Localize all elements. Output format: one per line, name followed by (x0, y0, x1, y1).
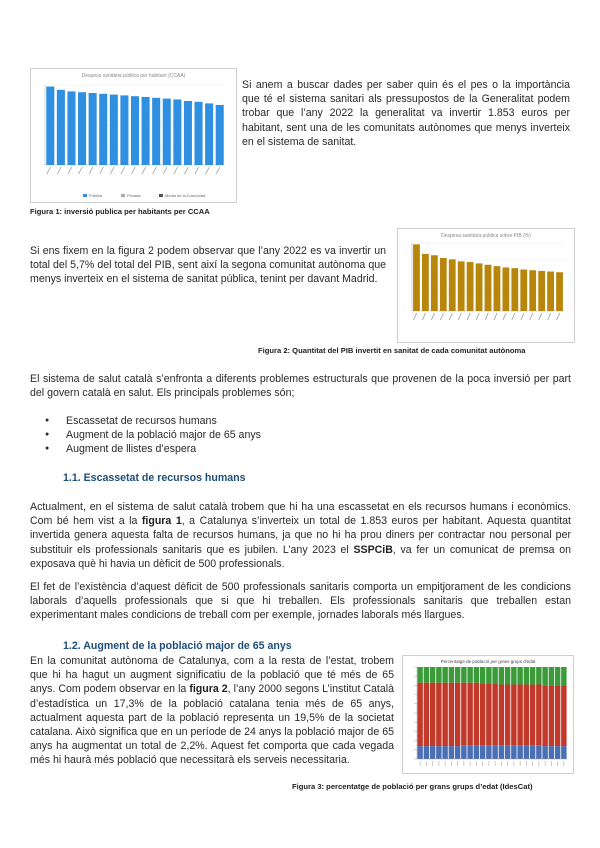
bar (152, 98, 160, 165)
stacked-bar-segment (517, 667, 522, 684)
stacked-bar-segment (492, 745, 497, 759)
x-tick-label (68, 167, 72, 174)
stacked-bar-segment (505, 667, 510, 684)
figure-3-svg (403, 656, 573, 773)
stacked-bar-segment (461, 683, 466, 746)
x-tick-label (548, 313, 551, 320)
text-span: , va fer un comunicat de premsa on exposava què hi havia un dèficit de 500 professionals. (30, 543, 571, 570)
x-tick-label (142, 167, 146, 174)
bar (67, 91, 75, 165)
text-span: Actualment, en el sistema de salut català trobem que hi ha una escassetat en els recursos humans i econòmics. Com bé hem vist a la (30, 501, 571, 528)
stacked-bar-segment (561, 685, 566, 746)
stacked-bar-segment (530, 745, 535, 759)
stacked-bar-segment (530, 667, 535, 684)
x-tick-label (163, 167, 167, 174)
stacked-bar-segment (430, 683, 435, 746)
stacked-bar-segment (424, 683, 429, 746)
x-tick-label (121, 167, 125, 174)
stacked-bar-segment (442, 667, 447, 683)
bar (46, 87, 54, 165)
stacked-bar-segment (517, 745, 522, 759)
bar (547, 272, 554, 311)
bar (458, 261, 465, 311)
figure-2-caption: Figura 2: Quantitat del PIB invertit en sanitat de cada comunitat autònoma (258, 346, 526, 355)
list-item: ● Augment de llistes d’espera (45, 442, 545, 456)
x-tick-label (521, 313, 524, 320)
stacked-bar-segment (517, 684, 522, 745)
paragraph-deficit: El fet de l’existència d’aquest dèficit de 500 professionals sanitaris comporta un empitjorament de les condicions laborals d’aquells professionals que si que hi treballen. Els professionals sanitaris que treballen estan experimentant males condicions de treball com per exemple, jornades laborals més llargues. (30, 581, 571, 622)
stacked-bar-segment (524, 667, 529, 684)
bar (511, 268, 518, 311)
paragraph-ageing (30, 654, 394, 768)
stacked-bar-segment (549, 685, 554, 746)
figure-ref: figura 1 (141, 515, 182, 528)
stacked-bar-segment (555, 685, 560, 746)
figure-ref: figura 2 (189, 683, 228, 696)
paragraph-problems: El sistema de salut català s’enfronta a diferents problemes estructurals que provenen de la poca inversió per part del govern català en salut. Els principals problemes són; (30, 373, 571, 400)
stacked-bar-segment (555, 746, 560, 759)
stacked-bar-segment (561, 746, 566, 759)
x-tick-label (476, 313, 479, 320)
legend-swatch (83, 194, 87, 197)
bar (163, 99, 171, 165)
stacked-bar-segment (430, 667, 435, 683)
stacked-bar-segment (536, 684, 541, 745)
stacked-bar-segment (424, 746, 429, 759)
x-tick-label (47, 167, 51, 174)
bar (131, 96, 139, 165)
stacked-bar-segment (561, 667, 566, 685)
x-tick-label (503, 313, 506, 320)
stacked-bar-segment (417, 746, 422, 759)
bar (529, 270, 536, 311)
bar (431, 255, 438, 311)
figure-1-svg (31, 69, 236, 202)
x-tick-label (206, 167, 210, 174)
bar (173, 99, 181, 165)
stacked-bar-segment (455, 746, 460, 759)
stacked-bar-segment (424, 667, 429, 683)
stacked-bar-segment (542, 746, 547, 759)
bar (57, 90, 65, 165)
x-tick-label (422, 313, 425, 320)
stacked-bar-segment (542, 667, 547, 685)
stacked-bar-segment (430, 746, 435, 759)
bar (120, 95, 128, 165)
chart-title: Percentatge de població per grans grups d'edat (440, 659, 536, 664)
chart-title: Despesa sanitària pública per habitant (CCAA) (81, 73, 186, 79)
bar (485, 265, 492, 311)
x-tick-label (539, 313, 542, 320)
x-tick-label (57, 167, 61, 174)
stacked-bar-segment (555, 667, 560, 685)
stacked-bar-segment (436, 746, 441, 759)
stacked-bar-segment (505, 684, 510, 745)
bar (99, 94, 107, 165)
bar (494, 266, 501, 311)
stacked-bar-segment (417, 667, 422, 683)
bar (110, 95, 118, 165)
stacked-bar-segment (536, 745, 541, 759)
x-tick-label (431, 313, 434, 320)
stacked-bar-segment (524, 745, 529, 759)
x-tick-label (174, 167, 178, 174)
stacked-bar-segment (511, 667, 516, 684)
stacked-bar-segment (474, 667, 479, 683)
problems-list (45, 414, 545, 457)
stacked-bar-segment (549, 746, 554, 759)
text-span: En la comunitat autònoma de Catalunya, com a la resta de l’estat, trobem que hi ha hagut un augment significatiu de la població que té més de 65 anys. Com podem observar en la (30, 655, 394, 696)
x-tick-label (557, 313, 560, 320)
bar (449, 259, 456, 311)
stacked-bar-segment (492, 684, 497, 746)
bar (556, 272, 563, 311)
stacked-bar-segment (486, 667, 491, 684)
bar (476, 263, 483, 311)
x-tick-label (458, 313, 461, 320)
stacked-bar-segment (492, 667, 497, 684)
x-tick-label (184, 167, 188, 174)
x-tick-label (153, 167, 157, 174)
stacked-bar-segment (467, 667, 472, 683)
legend-label: Privada (127, 193, 141, 198)
legend-label: Pública (89, 193, 103, 198)
chart-title: Despesa sanitària pública sobre PIB (%) (441, 233, 531, 239)
stacked-bar-segment (511, 745, 516, 759)
stacked-bar-segment (524, 684, 529, 745)
bar (422, 254, 429, 311)
bar (89, 93, 97, 165)
stacked-bar-segment (536, 667, 541, 684)
x-tick-label (89, 167, 93, 174)
stacked-bar-segment (474, 683, 479, 746)
paragraph-pib: Si ens fixem en la figura 2 podem observar que l’any 2022 es va invertir un total del 5,7% del total del PIB, sent així la segona comunitat autònoma que menys inverteix en el sistema de sanitat pública, tenint per davant Madrid. (30, 245, 386, 286)
stacked-bar-segment (549, 667, 554, 685)
section-heading-1-2: 1.2. Augment de la població major de 65 anys (63, 640, 292, 652)
stacked-bar-segment (455, 683, 460, 746)
stacked-bar-segment (480, 684, 485, 746)
bar (413, 244, 420, 311)
stacked-bar-segment (436, 683, 441, 746)
stacked-bar-segment (511, 684, 516, 745)
legend-swatch (159, 194, 163, 197)
x-tick-label (449, 313, 452, 320)
x-tick-label (467, 313, 470, 320)
x-tick-label (414, 313, 417, 320)
figure-3-caption: Figura 3: percentatge de població per grans grups d’edat (IdesCat) (292, 782, 533, 791)
stacked-bar-segment (486, 684, 491, 746)
x-tick-label (485, 313, 488, 320)
list-item: ● Augment de la població major de 65 anys (45, 428, 545, 442)
stacked-bar-segment (530, 684, 535, 745)
x-tick-label (512, 313, 515, 320)
figure-2-chart (397, 228, 575, 343)
bar (216, 105, 224, 165)
x-tick-label (216, 167, 220, 174)
bar (467, 262, 474, 311)
figure-1-caption: Figura 1: inversió publica per habitants per CCAA (30, 207, 210, 216)
stacked-bar-segment (480, 745, 485, 759)
legend-label: Media de la Comunitat (165, 193, 206, 198)
paragraph-human-resources (30, 500, 571, 571)
stacked-bar-segment (480, 667, 485, 684)
stacked-bar-segment (505, 745, 510, 759)
stacked-bar-segment (467, 683, 472, 746)
stacked-bar-segment (486, 745, 491, 759)
legend-swatch (121, 194, 125, 197)
list-item: ● Escassetat de recursos humans (45, 414, 545, 428)
section-heading-1-1: 1.1. Escassetat de recursos humans (63, 472, 246, 484)
bar (440, 258, 447, 311)
x-tick-label (440, 313, 443, 320)
bar (195, 102, 203, 165)
bar (205, 103, 213, 165)
bar (184, 101, 192, 165)
x-tick-label (195, 167, 199, 174)
stacked-bar-segment (499, 684, 504, 745)
stacked-bar-segment (499, 667, 504, 684)
stacked-bar-segment (461, 745, 466, 759)
text-span: , l’any 2000 segons L’institut Català d’estadística un 17,3% de la població catalana tenia més de 65 anys, actualment aquesta part de la població representa un 19,5% de la societat catalana. Això significa que en un període de 24 anys la població major de 65 anys ha augmentat un total de 2,2%. Aquest fet comporta que cada vegada més hi haurà més població que necessitarà els serveis necessitaria. (30, 683, 395, 767)
stacked-bar-segment (417, 683, 422, 746)
stacked-bar-segment (436, 667, 441, 683)
stacked-bar-segment (499, 745, 504, 759)
figure-3-chart (402, 655, 574, 774)
stacked-bar-segment (455, 667, 460, 683)
stacked-bar-segment (542, 685, 547, 746)
stacked-bar-segment (474, 745, 479, 759)
x-tick-label (100, 167, 104, 174)
bar (502, 267, 509, 311)
figure-1-chart (30, 68, 237, 203)
x-tick-label (110, 167, 114, 174)
x-tick-label (79, 167, 83, 174)
stacked-bar-segment (442, 746, 447, 759)
x-tick-label (132, 167, 136, 174)
stacked-bar-segment (449, 667, 454, 683)
stacked-bar-segment (467, 745, 472, 759)
paragraph-investment: Si anem a buscar dades per saber quin és el pes o la importància que té el sistema sanitari als pressupostos de la Generalitat podem trobar que l’any 2022 la generalitat va invertir 1.853 euros per habitant, sent una de les comunitats autònomes que menys inverteix en el sistema de sanitat. (242, 79, 570, 148)
bar (538, 271, 545, 311)
bar (520, 270, 527, 311)
x-tick-label (494, 313, 497, 320)
stacked-bar-segment (442, 683, 447, 746)
x-tick-label (530, 313, 533, 320)
text-span: , a Catalunya s’inverteix un total de 1.853 euros per habitant. Aquesta quantitat invertida genera aquesta falta de recursos humans, ja que no hi ha prou diners per contractar nou personal per substituir els professionals sanitaris que es jubilen. L’any 2023 el (30, 515, 571, 556)
stacked-bar-segment (449, 746, 454, 759)
stacked-bar-segment (461, 667, 466, 683)
bar (78, 92, 86, 165)
org-ref: SSPCiB (353, 543, 393, 556)
stacked-bar-segment (449, 683, 454, 746)
bar (142, 97, 150, 165)
figure-2-svg (398, 229, 574, 342)
